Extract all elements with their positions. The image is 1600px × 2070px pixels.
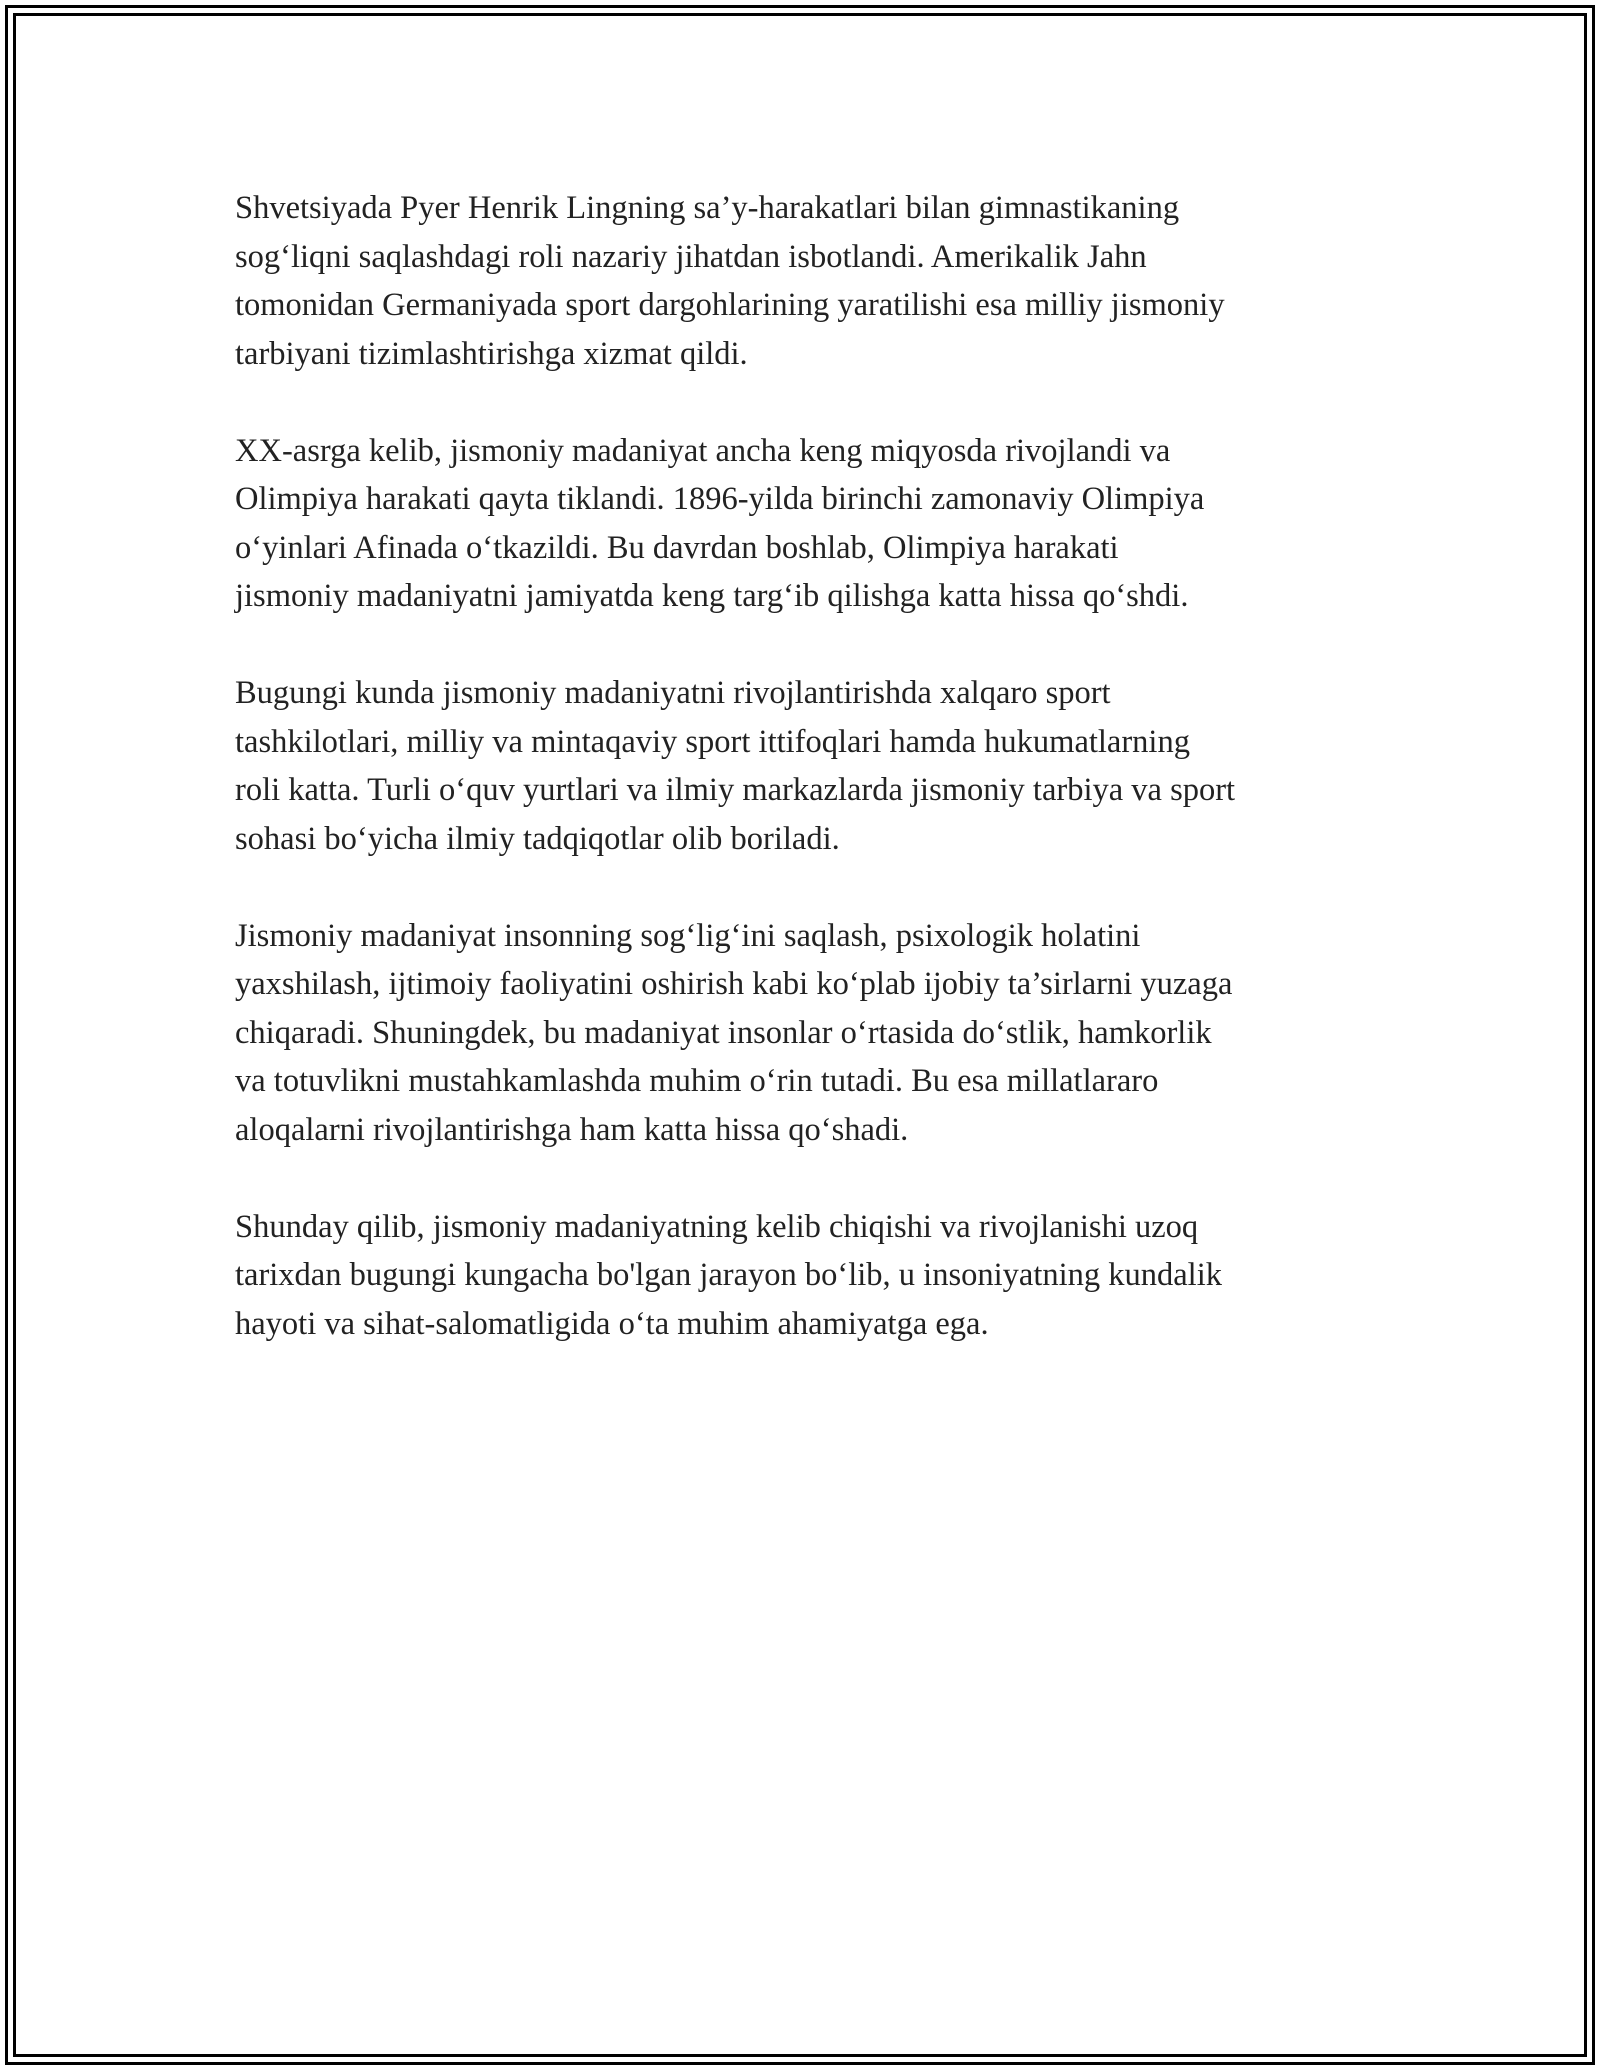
document-body [235,184,1375,1397]
paragraph-4: Jismoniy madaniyat insonning sog‘lig‘ini saqlash, psixologik holatini yaxshilash, ijtimoiy faoliyatini oshirish kabi ko‘plab ijobiy ta’sirlarni yuzaga chiqaradi. Shuningdek, bu madaniyat insonlar o‘rtasida do‘stlik, hamkorlik va totuvlikni mustahkamlashda muhim o‘rin tutadi. Bu esa millatlararo aloqalarni rivojlantirishga ham katta hissa qo‘shadi. [235,917,1233,1148]
paragraph-3: Bugungi kunda jismoniy madaniyatni rivojlantirishda xalqaro sport tashkilotlari, milliy va mintaqaviy sport ittifoqlari hamda hukumatlarning roli katta. Turli o‘quv yurtlari va ilmiy markazlarda jismoniy tarbiya va sport sohasi bo‘yicha ilmiy tadqiqotlar olib boriladi. [235,675,1236,857]
paragraph-2: XX-asrga kelib, jismoniy madaniyat ancha keng miqyosda rivojlandi va Olimpiya harakati qayta tiklandi. 1896-yilda birinchi zamonaviy Olimpiya o‘yinlari Afinada o‘tkazildi. Bu davrdan boshlab, Olimpiya harakati jismoniy madaniyatni jamiyatda keng targ‘ib qilishga katta hissa qo‘shdi. [235,432,1205,614]
paragraph-5: Shunday qilib, jismoniy madaniyatning kelib chiqishi va rivojlanishi uzoq tarixdan bugungi kungacha bo'lgan jarayon bo‘lib, u insoniyatning kundalik hayoti va sihat-salomatligida o‘ta muhim ahamiyatga ega. [235,1208,1222,1342]
paragraph-1: Shvetsiyada Pyer Henrik Lingning sa’y-harakatlari bilan gimnastikaning sog‘liqni saqlashdagi roli nazariy jihatdan isbotlandi. Amerikalik Jahn tomonidan Germaniyada sport dargohlarining yaratilishi esa milliy jismoniy tarbiyani tizimlashtirishga xizmat qildi. [235,190,1225,372]
